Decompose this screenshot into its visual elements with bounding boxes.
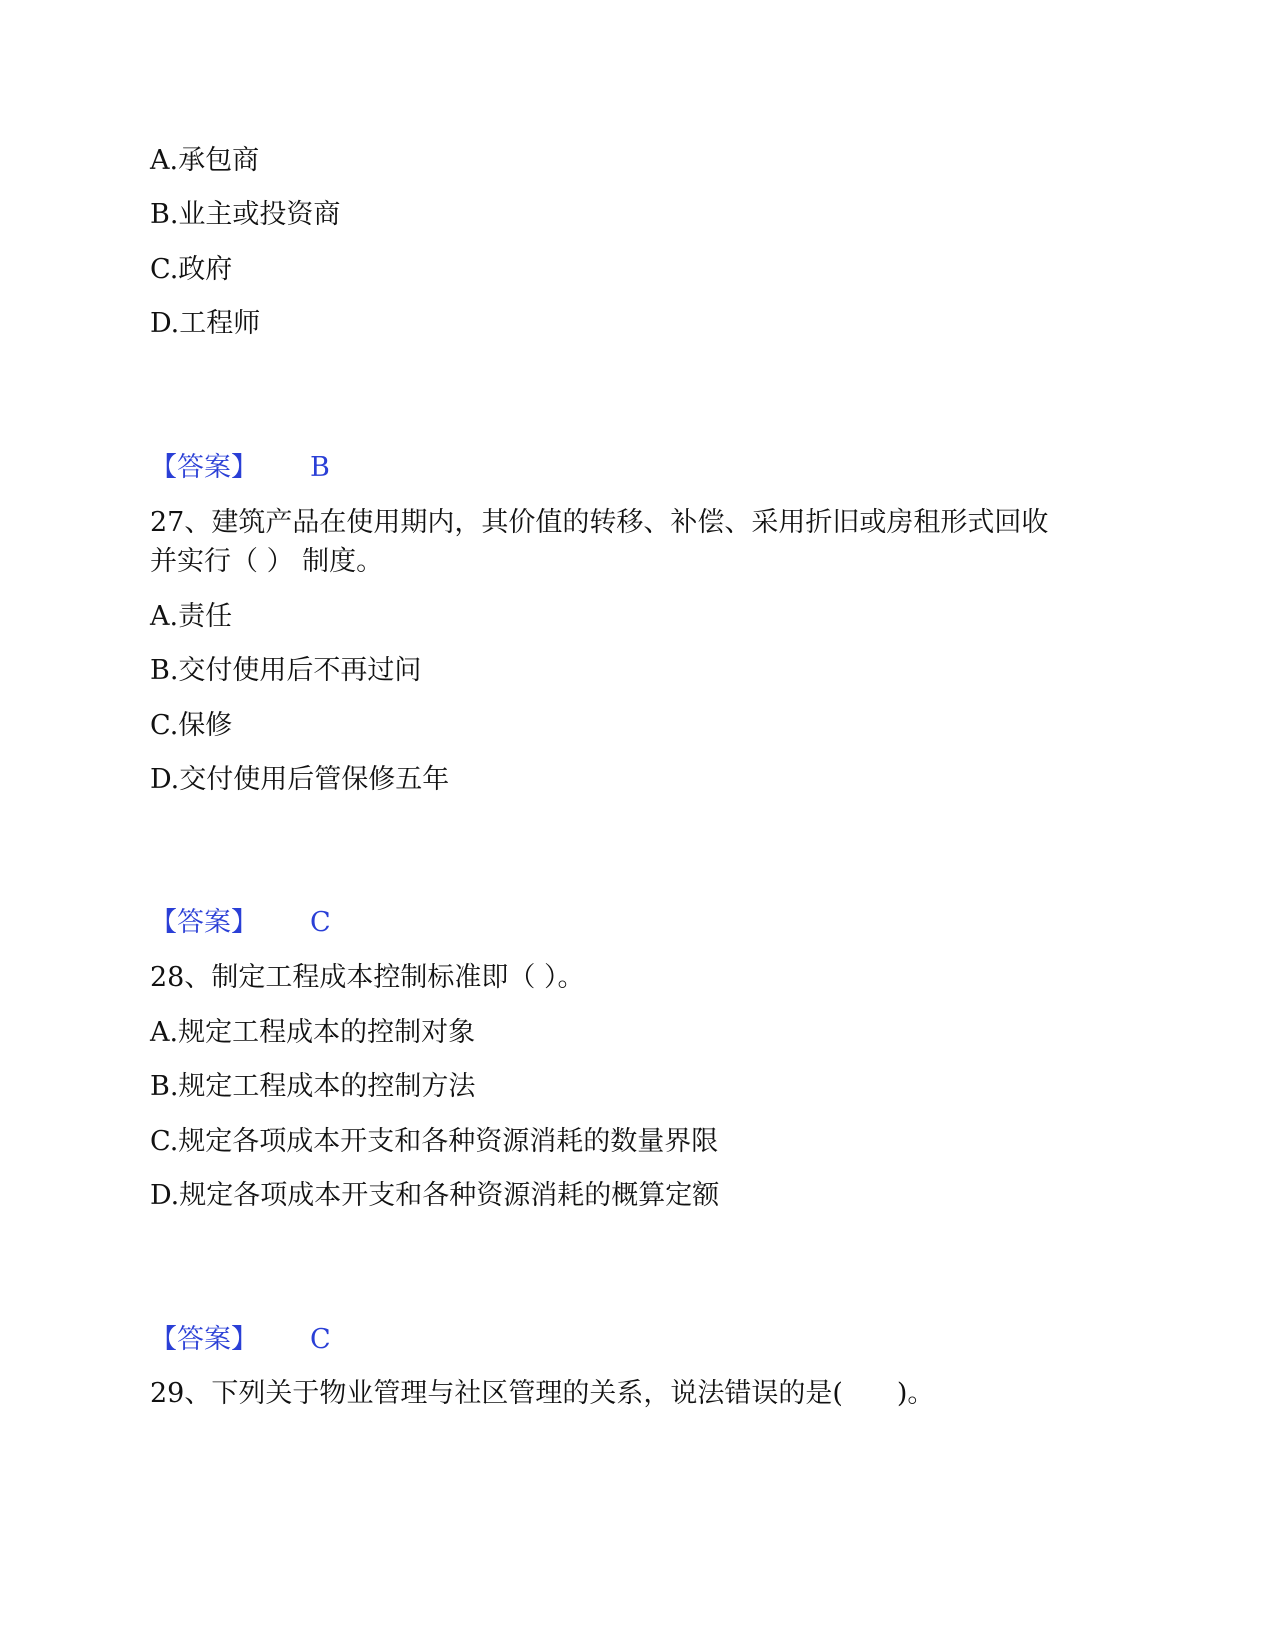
- q27-option-b: B.交付使用后不再过问: [150, 655, 422, 686]
- q27-stem-line2: 并实行（ ） 制度。: [150, 546, 384, 577]
- q29-stem: 29、下列关于物业管理与社区管理的关系，说法错误的是( )。: [150, 1378, 935, 1409]
- answer-label: 【答案】: [150, 1324, 258, 1355]
- answer-value: B: [310, 452, 330, 483]
- q26-option-b: B.业主或投资商: [150, 199, 341, 230]
- q28-option-b: B.规定工程成本的控制方法: [150, 1071, 476, 1102]
- q26-option-c: C.政府: [150, 254, 233, 285]
- q28-option-c: C.规定各项成本开支和各种资源消耗的数量界限: [150, 1126, 719, 1157]
- answer-28: [150, 1320, 331, 1360]
- q27-option-a: A.责任: [150, 601, 233, 632]
- answer-27: [150, 903, 331, 943]
- answer-value: C: [310, 907, 331, 938]
- q26-option-a: A.承包商: [150, 145, 260, 176]
- q28-stem: 28、制定工程成本控制标准即（ ）。: [150, 962, 585, 993]
- answer-26: [150, 448, 330, 488]
- q27-option-c: C.保修: [150, 710, 233, 741]
- answer-label: 【答案】: [150, 452, 258, 483]
- q27-stem-line1: 27、建筑产品在使用期内，其价值的转移、补偿、采用折旧或房租形式回收: [150, 507, 1049, 538]
- q28-option-a: A.规定工程成本的控制对象: [150, 1017, 476, 1048]
- answer-value: C: [310, 1324, 331, 1355]
- q28-option-d: D.规定各项成本开支和各种资源消耗的概算定额: [150, 1180, 720, 1211]
- q26-option-d: D.工程师: [150, 308, 261, 339]
- q27-option-d: D.交付使用后管保修五年: [150, 764, 450, 795]
- answer-label: 【答案】: [150, 907, 258, 938]
